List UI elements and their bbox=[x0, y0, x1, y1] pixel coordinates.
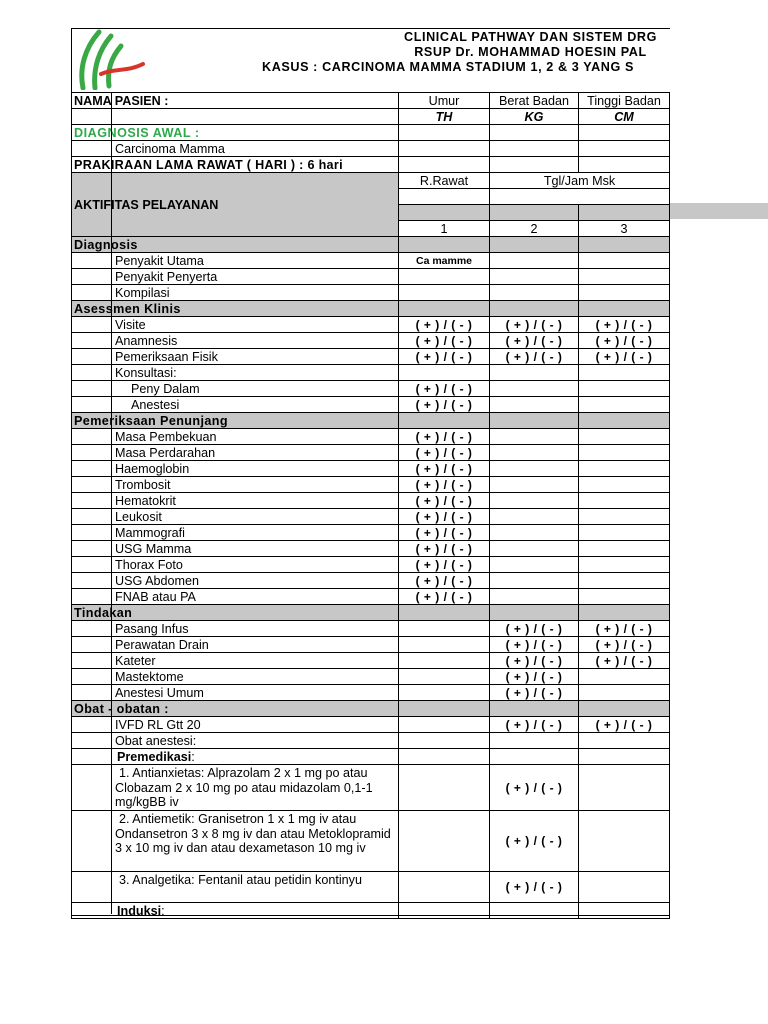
day-1-cell[interactable] bbox=[399, 541, 490, 557]
table-row bbox=[72, 637, 670, 653]
activity-label: USG Abdomen bbox=[72, 573, 399, 589]
day-2-cell[interactable] bbox=[490, 717, 579, 733]
day-1-cell[interactable] bbox=[399, 749, 490, 765]
section-row bbox=[72, 605, 670, 621]
day-3-cell bbox=[579, 701, 670, 717]
day-2-cell bbox=[490, 301, 579, 317]
diagnosis-label: DIAGNOSIS AWAL : bbox=[72, 125, 399, 141]
activity-label: Kateter bbox=[72, 653, 399, 669]
admit-datetime-label: Tgl/Jam Msk bbox=[490, 173, 670, 189]
day-2-cell[interactable] bbox=[490, 269, 579, 285]
day-2-cell bbox=[490, 413, 579, 429]
weight-value[interactable] bbox=[490, 125, 579, 141]
height-unit: CM bbox=[579, 109, 670, 125]
patient-name-value[interactable] bbox=[72, 109, 399, 125]
table-row bbox=[72, 525, 670, 541]
check-mark: ( + ) / ( - ) bbox=[415, 557, 473, 572]
table-row bbox=[72, 621, 670, 637]
day-1-cell[interactable] bbox=[399, 365, 490, 381]
check-mark: ( + ) / ( - ) bbox=[415, 317, 473, 332]
day-1-cell[interactable] bbox=[399, 872, 490, 903]
day-3-cell[interactable] bbox=[579, 509, 670, 525]
check-mark: ( + ) / ( - ) bbox=[415, 509, 473, 524]
medication-description: 2. Antiemetik: Granisetron 1 x 1 mg iv atau Ondansetron 3 x 8 mg iv dan atau Metoklopramid 3 x 10 mg iv dan atau dexametason 10 mg iv bbox=[72, 811, 399, 872]
day-2-cell[interactable] bbox=[490, 749, 579, 765]
day-2-cell[interactable] bbox=[490, 541, 579, 557]
day-3-cell[interactable] bbox=[579, 445, 670, 461]
day-3-cell[interactable] bbox=[579, 285, 670, 301]
table-row bbox=[72, 589, 670, 605]
day-3-cell[interactable] bbox=[579, 541, 670, 557]
check-mark: ( + ) / ( - ) bbox=[415, 493, 473, 508]
day-1-header: 1 bbox=[399, 221, 490, 237]
check-mark: ( + ) / ( - ) bbox=[505, 637, 563, 652]
day-2-cell[interactable] bbox=[490, 685, 579, 701]
day-2-cell[interactable] bbox=[490, 903, 579, 919]
empty-cell bbox=[399, 157, 490, 173]
check-mark: ( + ) / ( - ) bbox=[415, 349, 473, 364]
table-row bbox=[72, 872, 670, 903]
day-3-cell bbox=[579, 301, 670, 317]
day-3-cell[interactable] bbox=[579, 621, 670, 637]
diagnosis-entry: Ca mamme bbox=[415, 255, 473, 267]
day-3-cell[interactable] bbox=[579, 733, 670, 749]
activity-label: Hematokrit bbox=[72, 493, 399, 509]
check-mark: ( + ) / ( - ) bbox=[595, 717, 653, 732]
day-2-cell[interactable] bbox=[490, 429, 579, 445]
height-label: Tinggi Badan bbox=[579, 93, 670, 109]
check-mark: ( + ) / ( - ) bbox=[595, 621, 653, 636]
pathway-table bbox=[71, 92, 670, 919]
day-2-cell[interactable] bbox=[490, 349, 579, 365]
table-row bbox=[72, 717, 670, 733]
day-2-cell[interactable] bbox=[490, 669, 579, 685]
gray-cell bbox=[399, 205, 490, 221]
day-1-cell[interactable] bbox=[399, 717, 490, 733]
label-column-divider bbox=[111, 92, 112, 914]
check-mark: ( + ) / ( - ) bbox=[505, 349, 563, 364]
check-mark: ( + ) / ( - ) bbox=[415, 525, 473, 540]
day-2-cell[interactable] bbox=[490, 509, 579, 525]
check-mark: ( + ) / ( - ) bbox=[595, 653, 653, 668]
day-2-cell bbox=[490, 701, 579, 717]
check-mark: ( + ) / ( - ) bbox=[505, 685, 563, 700]
check-mark: ( + ) / ( - ) bbox=[595, 349, 653, 364]
check-mark: ( + ) / ( - ) bbox=[415, 381, 473, 396]
day-3-cell[interactable] bbox=[579, 637, 670, 653]
medication-description: 1. Antianxietas: Alprazolam 2 x 1 mg po atau Clobazam 2 x 10 mg po atau midazolam 0,1-1 mg/kgBB iv bbox=[72, 765, 399, 811]
activity-label: Haemoglobin bbox=[72, 461, 399, 477]
table-row bbox=[72, 349, 670, 365]
check-mark: ( + ) / ( - ) bbox=[505, 834, 563, 848]
check-mark: ( + ) / ( - ) bbox=[415, 541, 473, 556]
check-mark: ( + ) / ( - ) bbox=[415, 573, 473, 588]
check-mark: ( + ) / ( - ) bbox=[595, 317, 653, 332]
section-row bbox=[72, 701, 670, 717]
day-2-cell[interactable] bbox=[490, 557, 579, 573]
day-2-cell[interactable] bbox=[490, 493, 579, 509]
table-row bbox=[72, 381, 670, 397]
activity-label: Masa Pembekuan bbox=[72, 429, 399, 445]
day-2-cell[interactable] bbox=[490, 333, 579, 349]
day-3-cell[interactable] bbox=[579, 253, 670, 269]
diagnosis-value: Carcinoma Mamma bbox=[72, 141, 399, 157]
day-1-cell[interactable] bbox=[399, 589, 490, 605]
activity-label: Anestesi Umum bbox=[72, 685, 399, 701]
check-mark: ( + ) / ( - ) bbox=[415, 445, 473, 460]
day-3-cell[interactable] bbox=[579, 493, 670, 509]
check-mark: ( + ) / ( - ) bbox=[505, 317, 563, 332]
check-mark: ( + ) / ( - ) bbox=[505, 333, 563, 348]
section-label: Pemeriksaan Penunjang bbox=[72, 413, 399, 429]
day-2-cell[interactable] bbox=[490, 477, 579, 493]
day-1-cell[interactable] bbox=[399, 269, 490, 285]
activity-label: Obat anestesi: bbox=[72, 733, 399, 749]
activity-label: Peny Dalam bbox=[72, 381, 399, 397]
medication-description: 3. Analgetika: Fentanil atau petidin kontinyu bbox=[72, 872, 399, 903]
day-2-cell[interactable] bbox=[490, 445, 579, 461]
day-2-cell[interactable] bbox=[490, 285, 579, 301]
activity-label: Konsultasi: bbox=[72, 365, 399, 381]
table-row bbox=[72, 653, 670, 669]
empty-cell bbox=[579, 157, 670, 173]
day-2-cell[interactable] bbox=[490, 253, 579, 269]
day-1-cell[interactable] bbox=[399, 637, 490, 653]
room-value[interactable] bbox=[399, 189, 490, 205]
day-1-cell[interactable] bbox=[399, 317, 490, 333]
day-1-cell[interactable] bbox=[399, 525, 490, 541]
room-label: R.Rawat bbox=[399, 173, 490, 189]
day-1-cell bbox=[399, 237, 490, 253]
day-1-cell[interactable] bbox=[399, 253, 490, 269]
day-1-cell[interactable] bbox=[399, 477, 490, 493]
subheading-colon: : bbox=[191, 749, 195, 764]
activity-label: Penyakit Utama bbox=[72, 253, 399, 269]
empty-cell bbox=[399, 141, 490, 157]
table-row bbox=[72, 765, 670, 811]
activity-label: Thorax Foto bbox=[72, 557, 399, 573]
title-line-1: CLINICAL PATHWAY DAN SISTEM DRG bbox=[404, 30, 657, 44]
day-1-cell[interactable] bbox=[399, 285, 490, 301]
check-mark: ( + ) / ( - ) bbox=[505, 653, 563, 668]
check-mark: ( + ) / ( - ) bbox=[415, 397, 473, 412]
table-row bbox=[72, 397, 670, 413]
day-1-cell[interactable] bbox=[399, 445, 490, 461]
day-3-cell[interactable] bbox=[579, 811, 670, 872]
day-2-cell[interactable] bbox=[490, 811, 579, 872]
check-mark: ( + ) / ( - ) bbox=[505, 780, 563, 795]
day-2-cell bbox=[490, 237, 579, 253]
day-3-cell[interactable] bbox=[579, 903, 670, 919]
title-line-2: RSUP Dr. MOHAMMAD HOESIN PAL bbox=[414, 45, 647, 59]
day-1-cell bbox=[399, 701, 490, 717]
activity-label: Trombosit bbox=[72, 477, 399, 493]
subheading-label bbox=[72, 903, 399, 919]
day-2-cell[interactable] bbox=[490, 872, 579, 903]
check-mark: ( + ) / ( - ) bbox=[415, 589, 473, 604]
weight-label: Berat Badan bbox=[490, 93, 579, 109]
day-2-cell[interactable] bbox=[490, 653, 579, 669]
subheading-text: Induksi bbox=[117, 903, 162, 918]
activity-label: USG Mamma bbox=[72, 541, 399, 557]
day-1-cell[interactable] bbox=[399, 669, 490, 685]
check-mark: ( + ) / ( - ) bbox=[415, 461, 473, 476]
activity-label: Masa Perdarahan bbox=[72, 445, 399, 461]
day-1-cell[interactable] bbox=[399, 461, 490, 477]
table-row bbox=[72, 811, 670, 872]
activity-label: Anamnesis bbox=[72, 333, 399, 349]
offsheet-gray-block bbox=[669, 203, 768, 219]
day-3-cell[interactable] bbox=[579, 333, 670, 349]
table-row bbox=[72, 317, 670, 333]
day-3-cell[interactable] bbox=[579, 653, 670, 669]
day-1-cell[interactable] bbox=[399, 653, 490, 669]
day-1-cell[interactable] bbox=[399, 765, 490, 811]
check-mark: ( + ) / ( - ) bbox=[505, 621, 563, 636]
day-2-cell[interactable] bbox=[490, 525, 579, 541]
day-2-cell[interactable] bbox=[490, 621, 579, 637]
day-3-cell[interactable] bbox=[579, 381, 670, 397]
check-mark: ( + ) / ( - ) bbox=[415, 429, 473, 444]
table-row bbox=[72, 285, 670, 301]
subheading-label bbox=[72, 749, 399, 765]
day-1-cell[interactable] bbox=[399, 733, 490, 749]
day-3-cell[interactable] bbox=[579, 429, 670, 445]
activities-label: AKTIFITAS PELAYANAN bbox=[72, 173, 399, 237]
day-2-cell[interactable] bbox=[490, 317, 579, 333]
section-row bbox=[72, 301, 670, 317]
day-2-cell[interactable] bbox=[490, 381, 579, 397]
day-3-cell[interactable] bbox=[579, 269, 670, 285]
empty-cell bbox=[490, 141, 579, 157]
day-2-cell[interactable] bbox=[490, 397, 579, 413]
day-1-cell[interactable] bbox=[399, 509, 490, 525]
check-mark: ( + ) / ( - ) bbox=[505, 669, 563, 684]
section-row bbox=[72, 413, 670, 429]
day-3-header: 3 bbox=[579, 221, 670, 237]
activity-label: Leukosit bbox=[72, 509, 399, 525]
day-1-cell[interactable] bbox=[399, 349, 490, 365]
activity-label: Perawatan Drain bbox=[72, 637, 399, 653]
day-3-cell[interactable] bbox=[579, 365, 670, 381]
activity-label: IVFD RL Gtt 20 bbox=[72, 717, 399, 733]
day-1-cell[interactable] bbox=[399, 557, 490, 573]
activity-label: Anestesi bbox=[72, 397, 399, 413]
day-2-cell bbox=[490, 605, 579, 621]
check-mark: ( + ) / ( - ) bbox=[415, 477, 473, 492]
weight-unit: KG bbox=[490, 109, 579, 125]
activity-label: Mastektome bbox=[72, 669, 399, 685]
check-mark: ( + ) / ( - ) bbox=[595, 333, 653, 348]
activity-label: Mammografi bbox=[72, 525, 399, 541]
age-label: Umur bbox=[399, 93, 490, 109]
day-3-cell[interactable] bbox=[579, 669, 670, 685]
activity-label: Kompilasi bbox=[72, 285, 399, 301]
table-row bbox=[72, 269, 670, 285]
day-3-cell[interactable] bbox=[579, 525, 670, 541]
day-3-cell bbox=[579, 605, 670, 621]
section-label: Asessmen Klinis bbox=[72, 301, 399, 317]
table-row bbox=[72, 493, 670, 509]
section-label: Diagnosis bbox=[72, 237, 399, 253]
table-row bbox=[72, 333, 670, 349]
day-1-cell[interactable] bbox=[399, 397, 490, 413]
subheading-text: Premedikasi bbox=[117, 749, 192, 764]
activity-label: Pasang Infus bbox=[72, 621, 399, 637]
table-row bbox=[72, 749, 670, 765]
check-mark: ( + ) / ( - ) bbox=[505, 880, 563, 894]
day-3-cell[interactable] bbox=[579, 477, 670, 493]
day-3-cell bbox=[579, 413, 670, 429]
day-3-cell[interactable] bbox=[579, 397, 670, 413]
day-3-cell[interactable] bbox=[579, 349, 670, 365]
table-row bbox=[72, 365, 670, 381]
table-row bbox=[72, 477, 670, 493]
day-2-cell[interactable] bbox=[490, 461, 579, 477]
day-3-cell[interactable] bbox=[579, 461, 670, 477]
day-3-cell[interactable] bbox=[579, 685, 670, 701]
day-3-cell[interactable] bbox=[579, 557, 670, 573]
table-row bbox=[72, 541, 670, 557]
day-1-cell[interactable] bbox=[399, 811, 490, 872]
empty-cell bbox=[579, 141, 670, 157]
day-1-cell[interactable] bbox=[399, 685, 490, 701]
day-3-cell bbox=[579, 237, 670, 253]
day-2-cell[interactable] bbox=[490, 365, 579, 381]
day-1-cell bbox=[399, 413, 490, 429]
height-value[interactable] bbox=[579, 125, 670, 141]
empty-cell bbox=[490, 157, 579, 173]
gray-cell bbox=[490, 205, 579, 221]
title-line-3: KASUS : CARCINOMA MAMMA STADIUM 1, 2 & 3 YANG S bbox=[262, 60, 634, 74]
day-2-cell[interactable] bbox=[490, 733, 579, 749]
admit-datetime-value[interactable] bbox=[490, 189, 670, 205]
day-2-cell[interactable] bbox=[490, 637, 579, 653]
table-row bbox=[72, 461, 670, 477]
day-3-cell[interactable] bbox=[579, 749, 670, 765]
activity-label: Penyakit Penyerta bbox=[72, 269, 399, 285]
table-row bbox=[72, 573, 670, 589]
table-row bbox=[72, 903, 670, 919]
section-row bbox=[72, 237, 670, 253]
day-1-cell[interactable] bbox=[399, 573, 490, 589]
table-row bbox=[72, 733, 670, 749]
day-2-cell[interactable] bbox=[490, 573, 579, 589]
day-1-cell[interactable] bbox=[399, 381, 490, 397]
table-row bbox=[72, 557, 670, 573]
section-label: Obat - obatan : bbox=[72, 701, 399, 717]
length-of-stay-label: PRAKIRAAN LAMA RAWAT ( HARI ) : 6 hari bbox=[72, 157, 399, 173]
day-2-cell[interactable] bbox=[490, 765, 579, 811]
day-1-cell[interactable] bbox=[399, 493, 490, 509]
day-3-cell[interactable] bbox=[579, 872, 670, 903]
gray-cell bbox=[579, 205, 670, 221]
table-row bbox=[72, 669, 670, 685]
day-2-cell[interactable] bbox=[490, 589, 579, 605]
day-3-cell[interactable] bbox=[579, 573, 670, 589]
activity-label: FNAB atau PA bbox=[72, 589, 399, 605]
day-3-cell[interactable] bbox=[579, 765, 670, 811]
age-value[interactable] bbox=[399, 125, 490, 141]
subheading-colon: : bbox=[161, 903, 165, 918]
check-mark: ( + ) / ( - ) bbox=[595, 637, 653, 652]
section-label: Tindakan bbox=[72, 605, 399, 621]
table-row bbox=[72, 429, 670, 445]
table-row bbox=[72, 685, 670, 701]
day-1-cell[interactable] bbox=[399, 333, 490, 349]
patient-name-label: NAMA PASIEN : bbox=[72, 93, 399, 109]
day-1-cell[interactable] bbox=[399, 903, 490, 919]
day-1-cell bbox=[399, 605, 490, 621]
day-3-cell[interactable] bbox=[579, 589, 670, 605]
day-3-cell[interactable] bbox=[579, 317, 670, 333]
day-1-cell[interactable] bbox=[399, 621, 490, 637]
activity-label: Pemeriksaan Fisik bbox=[72, 349, 399, 365]
day-1-cell[interactable] bbox=[399, 429, 490, 445]
day-3-cell[interactable] bbox=[579, 717, 670, 733]
day-1-cell bbox=[399, 301, 490, 317]
check-mark: ( + ) / ( - ) bbox=[415, 333, 473, 348]
activity-label: Visite bbox=[72, 317, 399, 333]
day-2-header: 2 bbox=[490, 221, 579, 237]
table-row bbox=[72, 509, 670, 525]
check-mark: ( + ) / ( - ) bbox=[505, 717, 563, 732]
table-row bbox=[72, 445, 670, 461]
age-unit: TH bbox=[399, 109, 490, 125]
table-row bbox=[72, 253, 670, 269]
